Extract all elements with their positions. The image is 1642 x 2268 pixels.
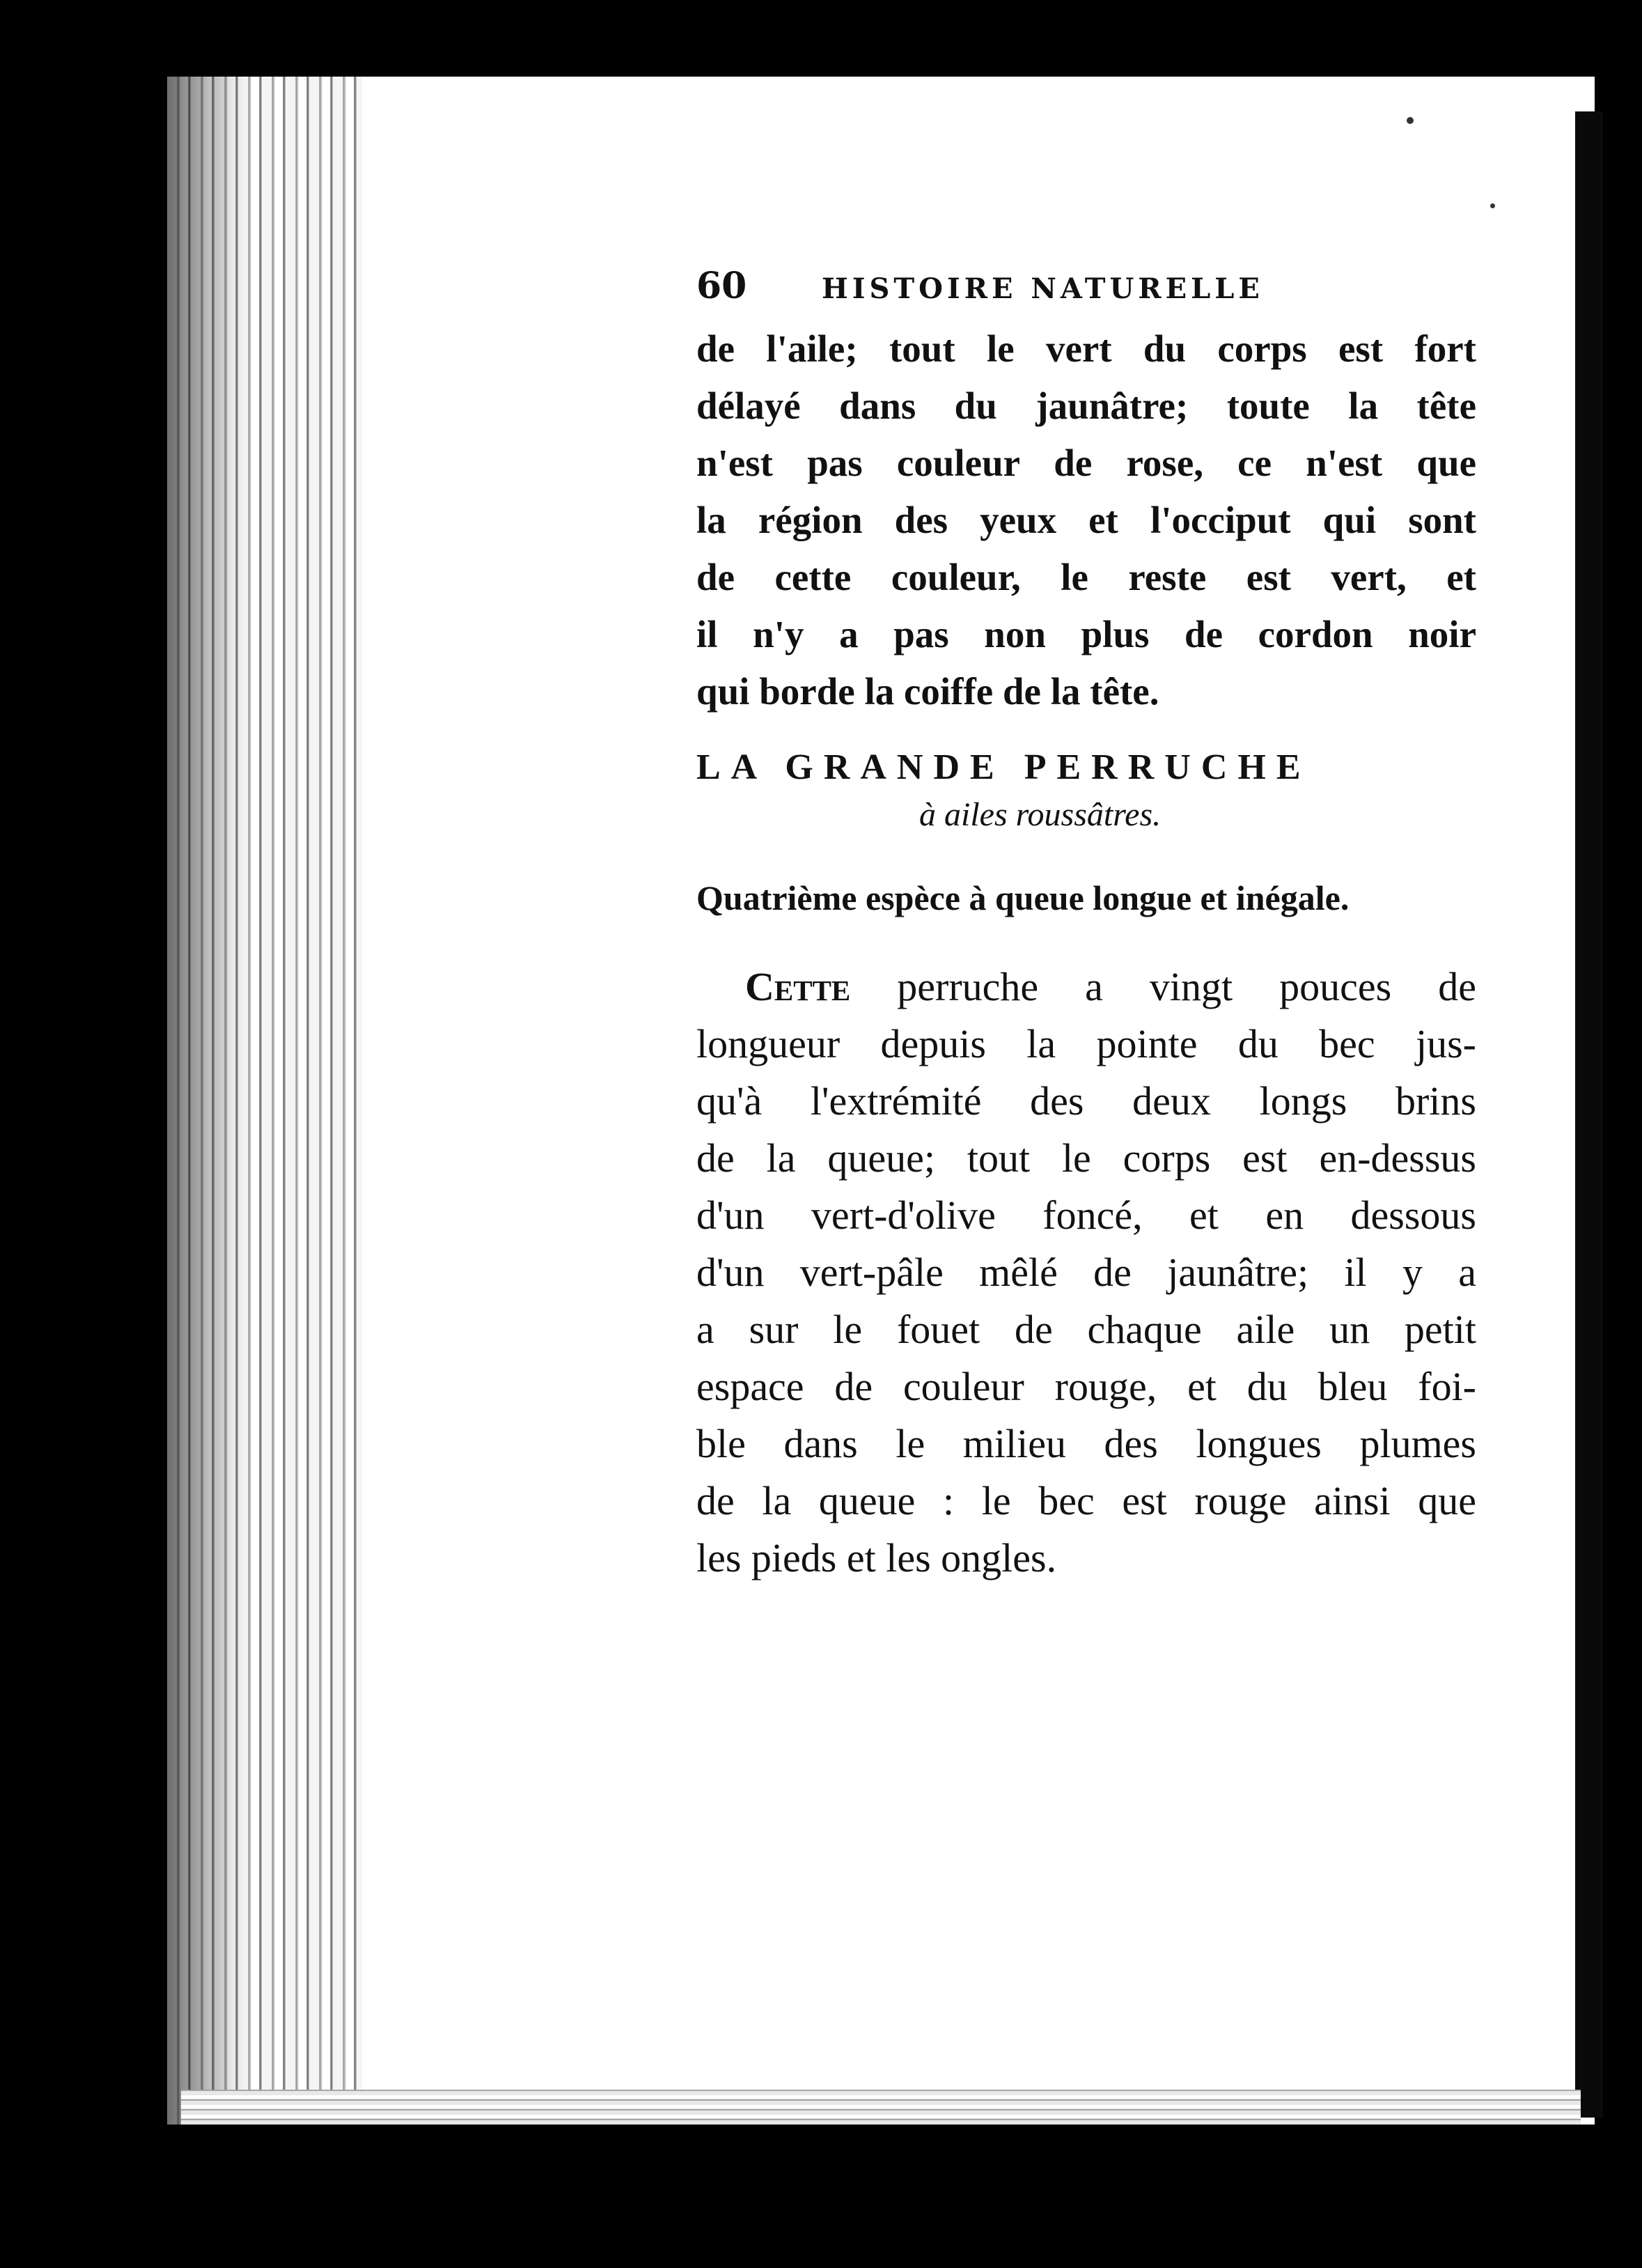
text-line: les pieds et les ongles. (696, 1535, 1057, 1580)
text-line: délayé dans du jaunâtre; toute la tête (696, 385, 1476, 427)
text-line: la région des yeux et l'occiput qui sont (696, 499, 1476, 541)
text-line: de l'aile; tout le vert du corps est fort (696, 327, 1476, 370)
first-line-text: perruche a vingt pouces de (897, 964, 1476, 1009)
running-title: HISTOIRE NATURELLE (822, 272, 1264, 305)
text-line: d'un vert-d'olive foncé, et en dessous (696, 1193, 1476, 1238)
text-line: il n'y a pas non plus de cordon noir (696, 613, 1476, 655)
text-line: qui borde la coiffe de la tête. (696, 670, 1159, 713)
text-line: a sur le fouet de chaque aile un petit (696, 1307, 1476, 1352)
text-line: n'est pas couleur de rose, ce n'est que (696, 442, 1476, 484)
page-gutter-shadow (1575, 111, 1603, 2118)
page-text (696, 265, 1476, 1587)
text-line: qu'à l'extrémité des deux longs brins (696, 1078, 1476, 1124)
species-line: Quatrième espèce à queue longue et inégale. (696, 878, 1350, 917)
section-heading: LA GRANDE PERRUCHE (696, 747, 1311, 787)
page-edges-shadow (167, 77, 362, 2125)
text-line (696, 958, 1476, 1016)
book-page-bottom-edges (181, 2090, 1581, 2125)
paragraph-1 (696, 320, 1476, 720)
speck-mark (1490, 203, 1495, 208)
text-line: de la queue : le bec est rouge ainsi que (696, 1478, 1476, 1523)
text-line: longueur depuis la pointe du bec jus- (696, 1021, 1476, 1066)
scanner-background-bottom (0, 2125, 1642, 2268)
scanner-background-left (0, 0, 167, 2268)
section-subheading: à ailes roussâtres. (919, 796, 1162, 833)
speck-mark (1407, 117, 1414, 124)
text-line: de cette couleur, le reste est vert, et (696, 556, 1476, 598)
text-line: espace de couleur rouge, et du bleu foi- (696, 1364, 1476, 1409)
paragraph-2 (696, 958, 1476, 1587)
running-head (696, 265, 1476, 320)
text-line: ble dans le milieu des longues plumes (696, 1421, 1476, 1466)
drop-word: Cette (745, 964, 851, 1009)
page-number: 60 (696, 265, 747, 307)
text-line: d'un vert-pâle mêlé de jaunâtre; il y a (696, 1250, 1476, 1295)
text-line: de la queue; tout le corps est en-dessus (696, 1135, 1476, 1181)
scanner-background-top (0, 0, 1642, 77)
